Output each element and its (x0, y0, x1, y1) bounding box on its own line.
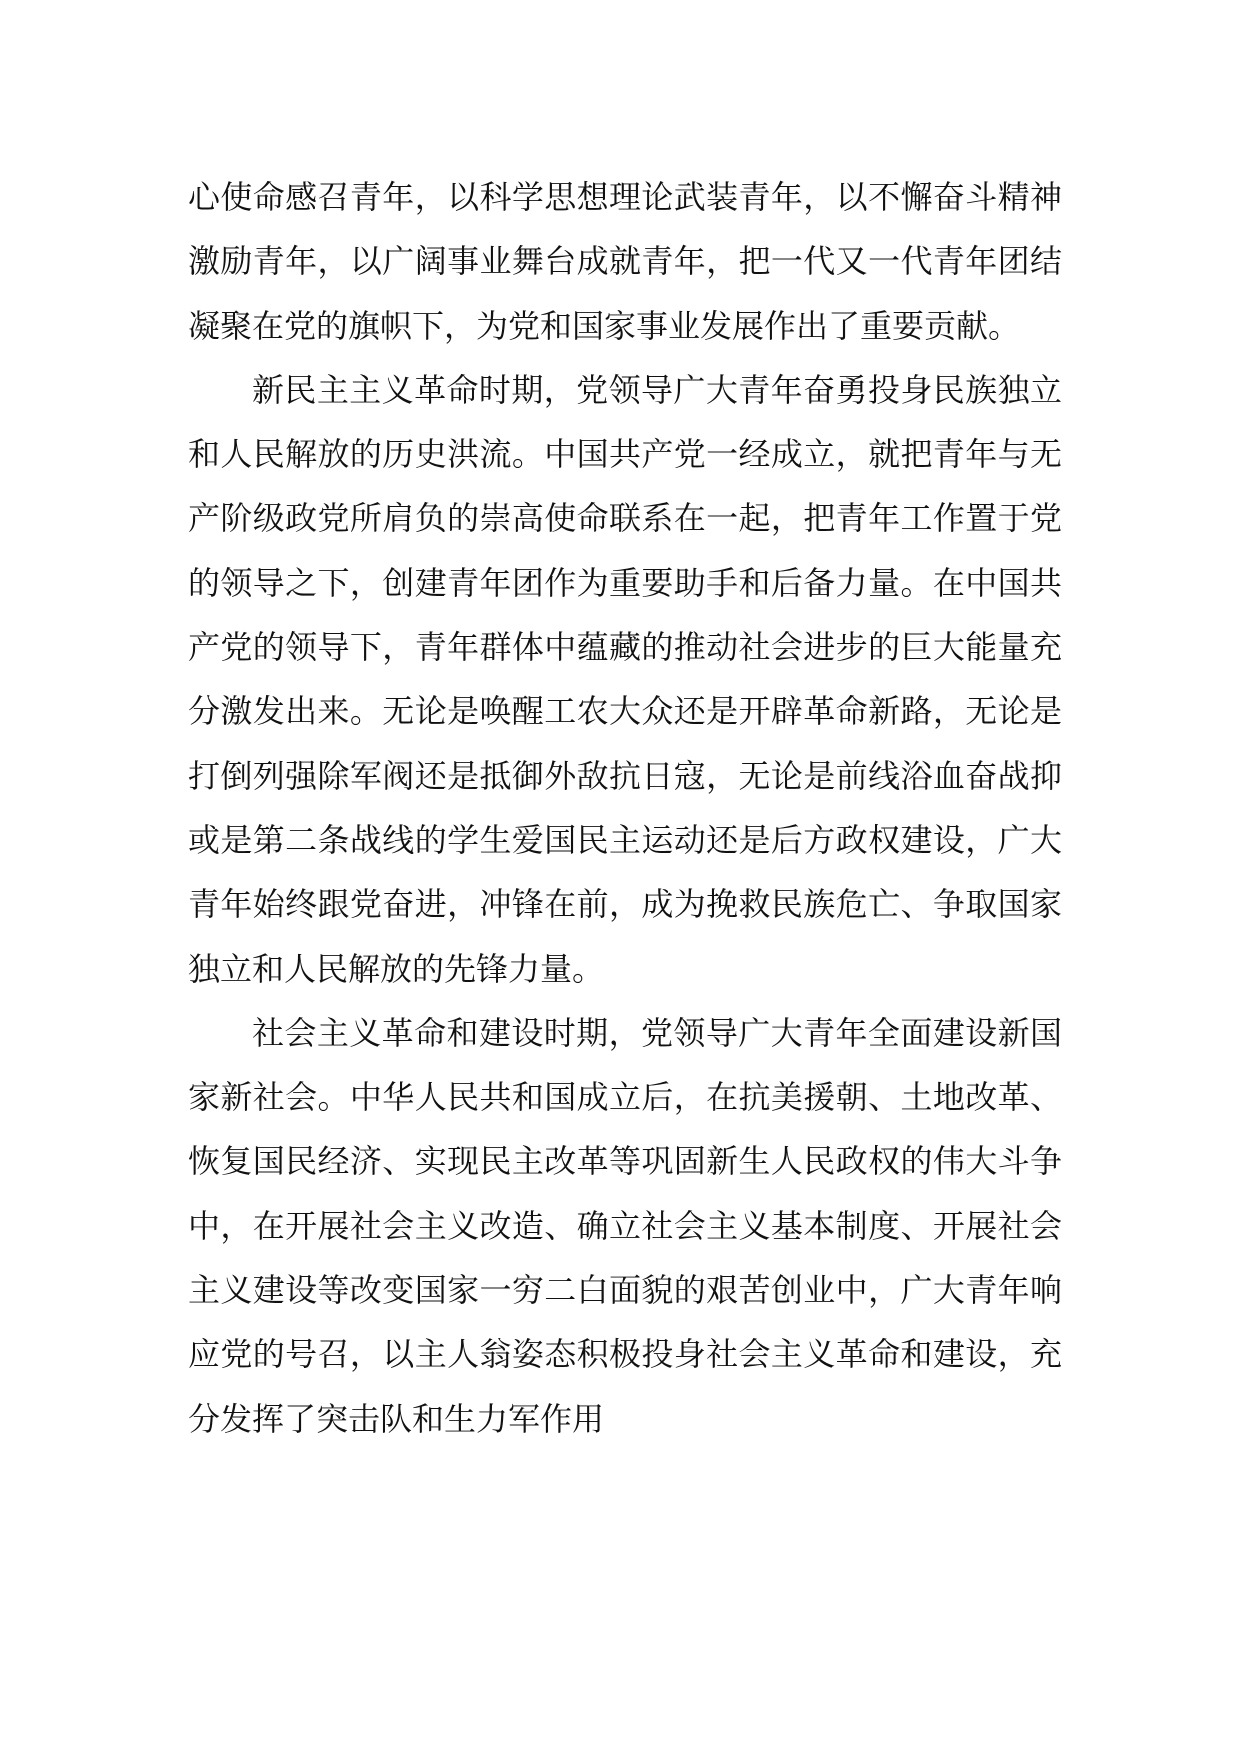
paragraph-new-democratic-revolution: 新民主主义革命时期，党领导广大青年奋勇投身民族独立和人民解放的历史洪流。中国共产党一经成立，就把青年与无产阶级政党所肩负的崇高使命联系在一起，把青年工作置于党的领导之下，创建青年团作为重要助手和后备力量。在中国共产党的领导下，青年群体中蕴藏的推动社会进步的巨大能量充分激发出来。无论是唤醒工农大众还是开辟革命新路，无论是打倒列强除军阀还是抵御外敌抗日寇，无论是前线浴血奋战抑或是第二条战线的学生爱国民主运动还是后方政权建设，广大青年始终跟党奋进，冲锋在前，成为挽救民族危亡、争取国家独立和人民解放的先锋力量。 (188, 370, 1062, 988)
paragraph-socialist-revolution: 社会主义革命和建设时期，党领导广大青年全面建设新国家新社会。中华人民共和国成立后，在抗美援朝、土地改革、恢复国民经济、实现民主改革等巩固新生人民政权的伟大斗争中，在开展社会主义改造、确立社会主义基本制度、开展社会主义建设等改变国家一穷二白面貌的艰苦创业中，广大青年响应党的号召，以主人翁姿态积极投身社会主义革命和建设，充分发挥了突击队和生力军作用 (188, 1013, 1062, 1438)
paragraph-continuation: 心使命感召青年，以科学思想理论武装青年，以不懈奋斗精神激励青年，以广阔事业舞台成就青年，把一代又一代青年团结凝聚在党的旗帜下，为党和国家事业发展作出了重要贡献。 (188, 178, 1062, 345)
document-body (188, 165, 1062, 1451)
